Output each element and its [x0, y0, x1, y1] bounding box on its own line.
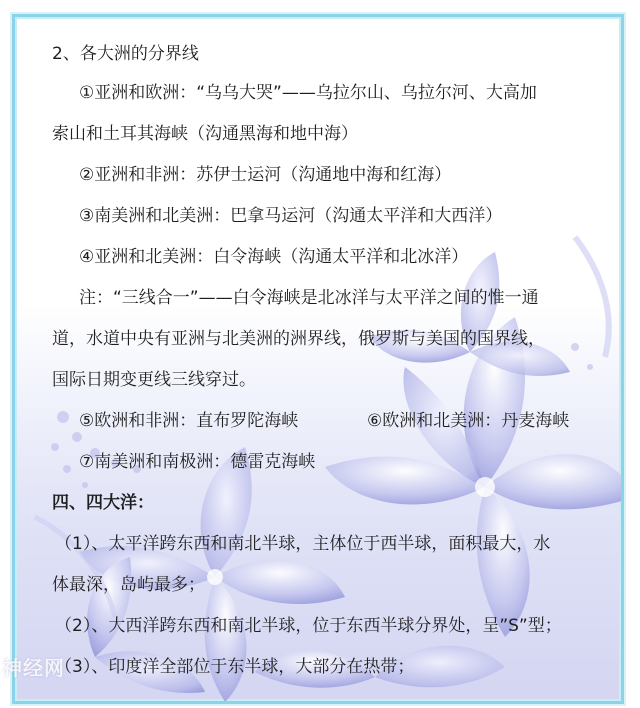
note-line: 道，水道中央有亚洲与北美洲的洲界线，俄罗斯与美国的国界线，	[52, 329, 545, 349]
page-frame	[12, 14, 624, 704]
note-line: 注：“三线合一”——白令海峡是北冰洋与太平洋之间的惟一通	[79, 288, 539, 308]
paragraph-line: （1）、太平洋跨东西和南北半球，主体位于西半球，面积最大，水	[55, 534, 551, 554]
watermark-text: 神经网	[2, 656, 65, 680]
paragraph-line: ⑥欧洲和北美洲：丹麦海峡	[367, 411, 570, 431]
paragraph-line: ⑦南美洲和南极洲：德雷克海峡	[79, 452, 316, 472]
note-line: 国际日期变更线三线穿过。	[52, 370, 256, 390]
document-body	[15, 17, 621, 701]
paragraph-line: （2）、大西洋跨东西和南北半球，位于东西半球分界处，呈”S”型；	[55, 616, 562, 636]
paragraph-line: ①亚洲和欧洲：“乌乌大哭”——乌拉尔山、乌拉尔河、大高加	[79, 83, 537, 103]
paragraph-line: ②亚洲和非洲：苏伊士运河（沟通地中海和红海）	[79, 165, 452, 185]
section-heading-four-oceans: 四、四大洋：	[52, 493, 154, 513]
paragraph-line: ⑤欧洲和非洲：直布罗陀海峡	[79, 411, 299, 431]
paragraph-line: （3）、印度洋全部位于东半球，大部分在热带；	[55, 657, 415, 677]
paragraph-line: ④亚洲和北美洲：白令海峡（沟通太平洋和北冰洋）	[79, 247, 469, 267]
paragraph-line: ③南美洲和北美洲：巴拿马运河（沟通太平洋和大西洋）	[79, 206, 503, 226]
paragraph-line: 索山和土耳其海峡（沟通黑海和地中海）	[52, 124, 358, 144]
section-heading-continent-boundaries: 2、各大洲的分界线	[52, 44, 199, 64]
paragraph-line: 体最深，岛屿最多；	[52, 575, 205, 595]
